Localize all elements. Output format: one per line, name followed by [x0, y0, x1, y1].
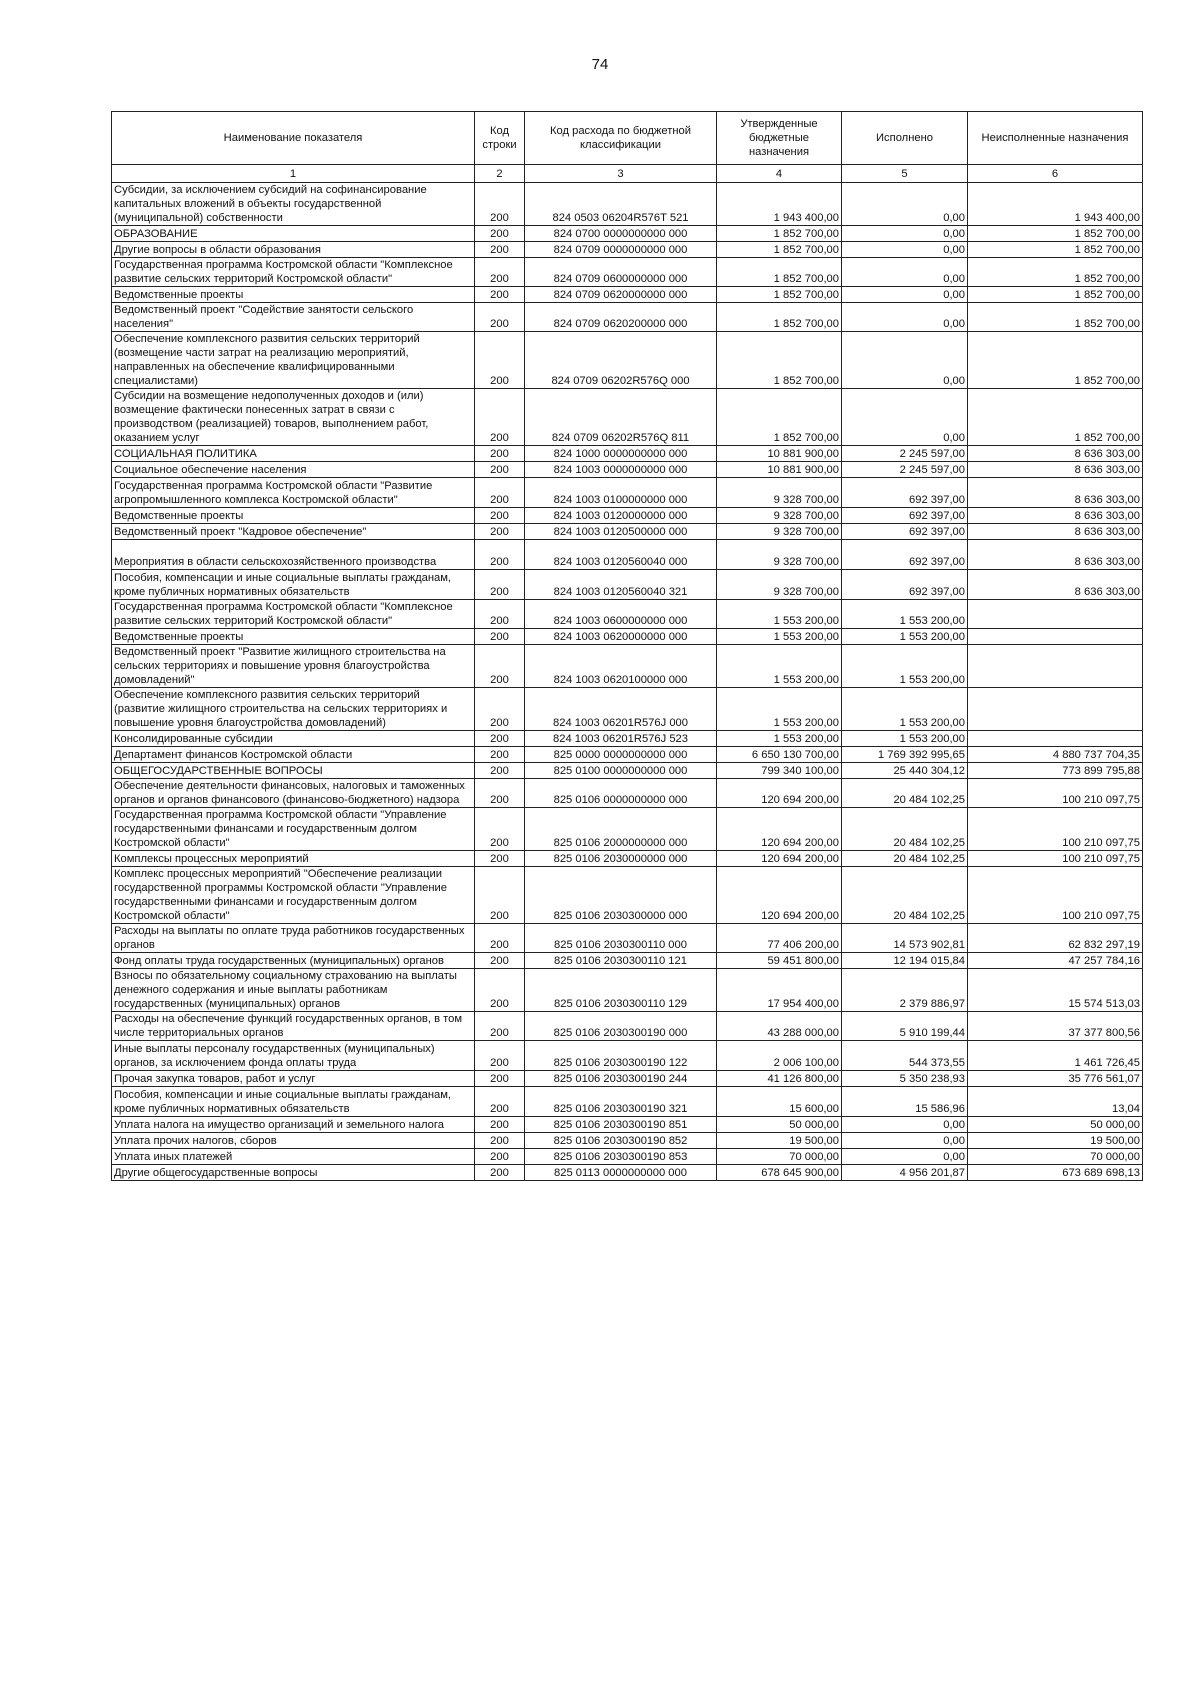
row-classification: 825 0106 2030300190 000 [525, 1012, 717, 1041]
row-unexecuted: 1 461 726,45 [968, 1041, 1143, 1071]
table-body [112, 183, 1143, 1181]
row-unexecuted: 100 210 097,75 [968, 808, 1143, 851]
column-number-row [112, 165, 1143, 183]
table-row [112, 287, 1143, 303]
row-name: Взносы по обязательному социальному страхованию на выплаты денежного содержания и иные выплаты работникам государственных (муниципальных) органов [112, 969, 475, 1012]
row-name: Расходы на обеспечение функций государственных органов, в том числе территориальных органов [112, 1012, 475, 1041]
row-approved: 1 852 700,00 [717, 287, 842, 303]
row-executed: 20 484 102,25 [842, 867, 968, 924]
row-unexecuted [968, 688, 1143, 731]
row-approved: 1 852 700,00 [717, 242, 842, 258]
row-classification: 825 0106 2030300190 321 [525, 1087, 717, 1117]
row-code: 200 [475, 303, 525, 332]
row-name: Ведомственные проекты [112, 508, 475, 524]
row-unexecuted: 1 943 400,00 [968, 183, 1143, 226]
row-executed: 0,00 [842, 1133, 968, 1149]
row-unexecuted: 1 852 700,00 [968, 389, 1143, 446]
row-unexecuted [968, 629, 1143, 645]
table-row [112, 645, 1143, 688]
row-unexecuted: 8 636 303,00 [968, 524, 1143, 540]
table-row [112, 446, 1143, 462]
row-classification: 825 0106 2030300190 852 [525, 1133, 717, 1149]
header-code: Код строки [475, 112, 525, 165]
row-name: Государственная программа Костромской области "Управление государственными финансами и государственным долгом Костромской области" [112, 808, 475, 851]
table-row [112, 478, 1143, 508]
row-executed: 5 910 199,44 [842, 1012, 968, 1041]
row-code: 200 [475, 600, 525, 629]
row-approved: 799 340 100,00 [717, 763, 842, 779]
row-classification: 824 0709 06202R576Q 811 [525, 389, 717, 446]
row-code: 200 [475, 747, 525, 763]
row-approved: 19 500,00 [717, 1133, 842, 1149]
row-approved: 1 852 700,00 [717, 226, 842, 242]
row-approved: 50 000,00 [717, 1117, 842, 1133]
row-classification: 824 1003 0000000000 000 [525, 462, 717, 478]
row-classification: 824 0709 0620200000 000 [525, 303, 717, 332]
row-executed: 1 769 392 995,65 [842, 747, 968, 763]
row-name: Государственная программа Костромской области "Комплексное развитие сельских территорий Костромской области" [112, 258, 475, 287]
row-name: СОЦИАЛЬНАЯ ПОЛИТИКА [112, 446, 475, 462]
row-approved: 1 852 700,00 [717, 389, 842, 446]
row-unexecuted: 13,04 [968, 1087, 1143, 1117]
row-code: 200 [475, 1165, 525, 1181]
row-approved: 9 328 700,00 [717, 570, 842, 600]
row-classification: 824 0709 06202R576Q 000 [525, 332, 717, 389]
row-classification: 825 0113 0000000000 000 [525, 1165, 717, 1181]
row-code: 200 [475, 524, 525, 540]
table-row [112, 524, 1143, 540]
row-classification: 824 1003 0120000000 000 [525, 508, 717, 524]
row-code: 200 [475, 969, 525, 1012]
row-classification: 824 0709 0620000000 000 [525, 287, 717, 303]
row-executed: 0,00 [842, 303, 968, 332]
row-name: Консолидированные субсидии [112, 731, 475, 747]
row-classification: 824 1003 0620100000 000 [525, 645, 717, 688]
row-executed: 0,00 [842, 1117, 968, 1133]
row-approved: 1 943 400,00 [717, 183, 842, 226]
table-row [112, 600, 1143, 629]
row-classification: 825 0106 2030300110 129 [525, 969, 717, 1012]
row-name: Комплексы процессных мероприятий [112, 851, 475, 867]
row-name: Уплата иных платежей [112, 1149, 475, 1165]
row-code: 200 [475, 287, 525, 303]
row-code: 200 [475, 808, 525, 851]
row-classification: 825 0106 2000000000 000 [525, 808, 717, 851]
row-code: 200 [475, 1041, 525, 1071]
row-executed: 692 397,00 [842, 508, 968, 524]
row-approved: 9 328 700,00 [717, 524, 842, 540]
row-name: ОБРАЗОВАНИЕ [112, 226, 475, 242]
row-code: 200 [475, 508, 525, 524]
row-executed: 692 397,00 [842, 524, 968, 540]
table-row [112, 242, 1143, 258]
row-classification: 825 0100 0000000000 000 [525, 763, 717, 779]
row-code: 200 [475, 446, 525, 462]
row-executed: 2 379 886,97 [842, 969, 968, 1012]
row-code: 200 [475, 629, 525, 645]
row-classification: 825 0106 2030300190 244 [525, 1071, 717, 1087]
row-code: 200 [475, 731, 525, 747]
row-executed: 0,00 [842, 242, 968, 258]
row-name: Расходы на выплаты по оплате труда работников государственных органов [112, 924, 475, 953]
row-approved: 120 694 200,00 [717, 779, 842, 808]
row-classification: 824 1003 0120500000 000 [525, 524, 717, 540]
row-code: 200 [475, 953, 525, 969]
row-unexecuted: 1 852 700,00 [968, 332, 1143, 389]
row-classification: 824 1003 0100000000 000 [525, 478, 717, 508]
column-number: 4 [717, 165, 842, 183]
row-executed: 2 245 597,00 [842, 446, 968, 462]
row-executed: 12 194 015,84 [842, 953, 968, 969]
row-executed: 20 484 102,25 [842, 808, 968, 851]
row-name: Другие вопросы в области образования [112, 242, 475, 258]
row-classification: 825 0106 2030000000 000 [525, 851, 717, 867]
row-classification: 825 0106 2030300110 121 [525, 953, 717, 969]
header-executed: Исполнено [842, 112, 968, 165]
row-approved: 2 006 100,00 [717, 1041, 842, 1071]
row-executed: 1 553 200,00 [842, 629, 968, 645]
row-unexecuted [968, 600, 1143, 629]
row-code: 200 [475, 851, 525, 867]
row-name: Пособия, компенсации и иные социальные выплаты гражданам, кроме публичных нормативных обязательств [112, 1087, 475, 1117]
row-classification: 824 1003 0620000000 000 [525, 629, 717, 645]
row-name: Субсидии, за исключением субсидий на софинансирование капитальных вложений в объекты государственной (муниципальной) собственности [112, 183, 475, 226]
row-classification: 824 0709 0600000000 000 [525, 258, 717, 287]
row-code: 200 [475, 867, 525, 924]
table-row [112, 688, 1143, 731]
table-row [112, 1117, 1143, 1133]
row-name: Фонд оплаты труда государственных (муниципальных) органов [112, 953, 475, 969]
row-name: Обеспечение комплексного развития сельских территорий (возмещение части затрат на реализацию мероприятий, направленных на обеспечение квалифицированными специалистами) [112, 332, 475, 389]
column-number: 1 [112, 165, 475, 183]
row-code: 200 [475, 1087, 525, 1117]
table-row [112, 1087, 1143, 1117]
row-approved: 1 553 200,00 [717, 600, 842, 629]
row-code: 200 [475, 763, 525, 779]
row-approved: 1 553 200,00 [717, 731, 842, 747]
row-name: Департамент финансов Костромской области [112, 747, 475, 763]
header-name: Наименование показателя [112, 112, 475, 165]
table-row [112, 508, 1143, 524]
row-executed: 0,00 [842, 389, 968, 446]
row-code: 200 [475, 332, 525, 389]
row-code: 200 [475, 645, 525, 688]
row-classification: 825 0106 0000000000 000 [525, 779, 717, 808]
header-unexecuted: Неисполненные назначения [968, 112, 1143, 165]
row-classification: 825 0106 2030300190 122 [525, 1041, 717, 1071]
row-unexecuted: 8 636 303,00 [968, 462, 1143, 478]
row-code: 200 [475, 570, 525, 600]
row-approved: 1 852 700,00 [717, 258, 842, 287]
budget-execution-table [111, 111, 1143, 1181]
row-classification: 824 1003 0600000000 000 [525, 600, 717, 629]
table-row [112, 867, 1143, 924]
row-code: 200 [475, 688, 525, 731]
row-approved: 120 694 200,00 [717, 867, 842, 924]
row-approved: 70 000,00 [717, 1149, 842, 1165]
row-executed: 2 245 597,00 [842, 462, 968, 478]
row-unexecuted: 8 636 303,00 [968, 478, 1143, 508]
row-executed: 0,00 [842, 258, 968, 287]
row-executed: 20 484 102,25 [842, 779, 968, 808]
row-executed: 692 397,00 [842, 540, 968, 570]
row-unexecuted: 773 899 795,88 [968, 763, 1143, 779]
row-approved: 1 553 200,00 [717, 688, 842, 731]
row-approved: 9 328 700,00 [717, 540, 842, 570]
row-code: 200 [475, 540, 525, 570]
row-approved: 1 852 700,00 [717, 303, 842, 332]
row-executed: 692 397,00 [842, 478, 968, 508]
row-executed: 1 553 200,00 [842, 645, 968, 688]
row-unexecuted: 70 000,00 [968, 1149, 1143, 1165]
row-unexecuted: 35 776 561,07 [968, 1071, 1143, 1087]
row-approved: 17 954 400,00 [717, 969, 842, 1012]
table-row [112, 953, 1143, 969]
row-executed: 5 350 238,93 [842, 1071, 968, 1087]
row-name: Обеспечение деятельности финансовых, налоговых и таможенных органов и органов финансового (финансово-бюджетного) надзора [112, 779, 475, 808]
header-classification: Код расхода по бюджетной классификации [525, 112, 717, 165]
row-unexecuted: 8 636 303,00 [968, 446, 1143, 462]
table-row [112, 763, 1143, 779]
table-row [112, 747, 1143, 763]
table-row [112, 462, 1143, 478]
row-unexecuted [968, 645, 1143, 688]
row-classification: 825 0106 2030300190 853 [525, 1149, 717, 1165]
row-name: Ведомственный проект "Развитие жилищного строительства на сельских территориях и повышение уровня благоустройства домовладений" [112, 645, 475, 688]
column-number: 5 [842, 165, 968, 183]
table-row [112, 1041, 1143, 1071]
row-name: Обеспечение комплексного развития сельских территорий (развитие жилищного строительства на сельских территориях и повышение уровня благоустройства домовладений) [112, 688, 475, 731]
row-executed: 15 586,96 [842, 1087, 968, 1117]
row-unexecuted: 19 500,00 [968, 1133, 1143, 1149]
row-approved: 15 600,00 [717, 1087, 842, 1117]
table-row [112, 731, 1143, 747]
row-executed: 1 553 200,00 [842, 600, 968, 629]
row-name: Прочая закупка товаров, работ и услуг [112, 1071, 475, 1087]
row-approved: 41 126 800,00 [717, 1071, 842, 1087]
table-row [112, 779, 1143, 808]
row-executed: 0,00 [842, 332, 968, 389]
row-name: Другие общегосударственные вопросы [112, 1165, 475, 1181]
row-code: 200 [475, 226, 525, 242]
table-row [112, 1165, 1143, 1181]
row-classification: 824 1003 0120560040 321 [525, 570, 717, 600]
row-code: 200 [475, 183, 525, 226]
table-row [112, 1071, 1143, 1087]
row-code: 200 [475, 258, 525, 287]
row-classification: 824 1003 06201R576J 523 [525, 731, 717, 747]
row-name: Государственная программа Костромской области "Комплексное развитие сельских территорий Костромской области" [112, 600, 475, 629]
row-classification: 824 1003 06201R576J 000 [525, 688, 717, 731]
row-approved: 1 852 700,00 [717, 332, 842, 389]
row-executed: 1 553 200,00 [842, 731, 968, 747]
table-row [112, 570, 1143, 600]
row-code: 200 [475, 1117, 525, 1133]
row-classification: 825 0000 0000000000 000 [525, 747, 717, 763]
row-code: 200 [475, 1071, 525, 1087]
table-row [112, 1133, 1143, 1149]
table-row [112, 1012, 1143, 1041]
row-unexecuted: 8 636 303,00 [968, 570, 1143, 600]
row-approved: 6 650 130 700,00 [717, 747, 842, 763]
row-name: Уплата прочих налогов, сборов [112, 1133, 475, 1149]
row-approved: 678 645 900,00 [717, 1165, 842, 1181]
table-row [112, 629, 1143, 645]
row-approved: 43 288 000,00 [717, 1012, 842, 1041]
row-unexecuted [968, 731, 1143, 747]
row-executed: 0,00 [842, 1149, 968, 1165]
row-classification: 824 0709 0000000000 000 [525, 242, 717, 258]
table-row [112, 924, 1143, 953]
row-unexecuted: 8 636 303,00 [968, 540, 1143, 570]
row-name: Иные выплаты персоналу государственных (муниципальных) органов, за исключением фонда оплаты труда [112, 1041, 475, 1071]
row-executed: 20 484 102,25 [842, 851, 968, 867]
table-row [112, 389, 1143, 446]
row-unexecuted: 1 852 700,00 [968, 303, 1143, 332]
row-code: 200 [475, 1133, 525, 1149]
row-approved: 10 881 900,00 [717, 462, 842, 478]
row-name: Пособия, компенсации и иные социальные выплаты гражданам, кроме публичных нормативных обязательств [112, 570, 475, 600]
table-row [112, 969, 1143, 1012]
row-name: Ведомственный проект "Кадровое обеспечение" [112, 524, 475, 540]
table-row [112, 332, 1143, 389]
row-unexecuted: 1 852 700,00 [968, 242, 1143, 258]
row-approved: 1 553 200,00 [717, 629, 842, 645]
row-name: Государственная программа Костромской области "Развитие агропромышленного комплекса Костромской области" [112, 478, 475, 508]
row-classification: 825 0106 2030300000 000 [525, 867, 717, 924]
row-approved: 10 881 900,00 [717, 446, 842, 462]
row-executed: 0,00 [842, 226, 968, 242]
row-approved: 120 694 200,00 [717, 808, 842, 851]
column-number: 2 [475, 165, 525, 183]
row-code: 200 [475, 242, 525, 258]
table-row [112, 851, 1143, 867]
row-code: 200 [475, 478, 525, 508]
row-unexecuted: 100 210 097,75 [968, 851, 1143, 867]
column-number: 6 [968, 165, 1143, 183]
header-approved: Утвержденные бюджетные назначения [717, 112, 842, 165]
row-code: 200 [475, 779, 525, 808]
row-unexecuted: 1 852 700,00 [968, 226, 1143, 242]
page-number: 74 [591, 56, 609, 73]
row-executed: 0,00 [842, 183, 968, 226]
row-name: Комплекс процессных мероприятий "Обеспечение реализации государственной программы Костромской области "Управление государственными финансами и государственным долгом Костромской области" [112, 867, 475, 924]
row-name: Ведомственные проекты [112, 629, 475, 645]
row-classification: 824 0503 06204R576T 521 [525, 183, 717, 226]
row-unexecuted: 15 574 513,03 [968, 969, 1143, 1012]
row-unexecuted: 37 377 800,56 [968, 1012, 1143, 1041]
row-executed: 0,00 [842, 287, 968, 303]
row-unexecuted: 4 880 737 704,35 [968, 747, 1143, 763]
row-unexecuted: 1 852 700,00 [968, 287, 1143, 303]
table-row [112, 540, 1143, 570]
row-approved: 1 553 200,00 [717, 645, 842, 688]
row-code: 200 [475, 1149, 525, 1165]
row-executed: 692 397,00 [842, 570, 968, 600]
row-classification: 824 1003 0120560040 000 [525, 540, 717, 570]
row-unexecuted: 47 257 784,16 [968, 953, 1143, 969]
row-classification: 825 0106 2030300190 851 [525, 1117, 717, 1133]
row-unexecuted: 100 210 097,75 [968, 779, 1143, 808]
row-unexecuted: 100 210 097,75 [968, 867, 1143, 924]
row-name: Ведомственный проект "Содействие занятости сельского населения" [112, 303, 475, 332]
row-approved: 77 406 200,00 [717, 924, 842, 953]
table-row [112, 808, 1143, 851]
row-unexecuted: 62 832 297,19 [968, 924, 1143, 953]
row-executed: 1 553 200,00 [842, 688, 968, 731]
row-code: 200 [475, 389, 525, 446]
row-executed: 14 573 902,81 [842, 924, 968, 953]
row-unexecuted: 8 636 303,00 [968, 508, 1143, 524]
row-classification: 825 0106 2030300110 000 [525, 924, 717, 953]
table-row [112, 1149, 1143, 1165]
row-approved: 9 328 700,00 [717, 508, 842, 524]
row-classification: 824 0700 0000000000 000 [525, 226, 717, 242]
header-row [112, 112, 1143, 165]
row-executed: 25 440 304,12 [842, 763, 968, 779]
row-name: ОБЩЕГОСУДАРСТВЕННЫЕ ВОПРОСЫ [112, 763, 475, 779]
row-name: Уплата налога на имущество организаций и земельного налога [112, 1117, 475, 1133]
row-approved: 59 451 800,00 [717, 953, 842, 969]
row-unexecuted: 673 689 698,13 [968, 1165, 1143, 1181]
row-name: Мероприятия в области сельскохозяйственного производства [112, 540, 475, 570]
row-code: 200 [475, 1012, 525, 1041]
row-executed: 4 956 201,87 [842, 1165, 968, 1181]
row-classification: 824 1000 0000000000 000 [525, 446, 717, 462]
column-number: 3 [525, 165, 717, 183]
row-executed: 544 373,55 [842, 1041, 968, 1071]
row-name: Социальное обеспечение населения [112, 462, 475, 478]
table-row [112, 303, 1143, 332]
row-unexecuted: 1 852 700,00 [968, 258, 1143, 287]
row-code: 200 [475, 924, 525, 953]
row-name: Ведомственные проекты [112, 287, 475, 303]
row-approved: 120 694 200,00 [717, 851, 842, 867]
table-row [112, 226, 1143, 242]
table-row [112, 258, 1143, 287]
row-name: Субсидии на возмещение недополученных доходов и (или) возмещение фактически понесенных затрат в связи с производством (реализацией) товаров, выполнением работ, оказанием услуг [112, 389, 475, 446]
row-unexecuted: 50 000,00 [968, 1117, 1143, 1133]
row-approved: 9 328 700,00 [717, 478, 842, 508]
row-code: 200 [475, 462, 525, 478]
table-row [112, 183, 1143, 226]
